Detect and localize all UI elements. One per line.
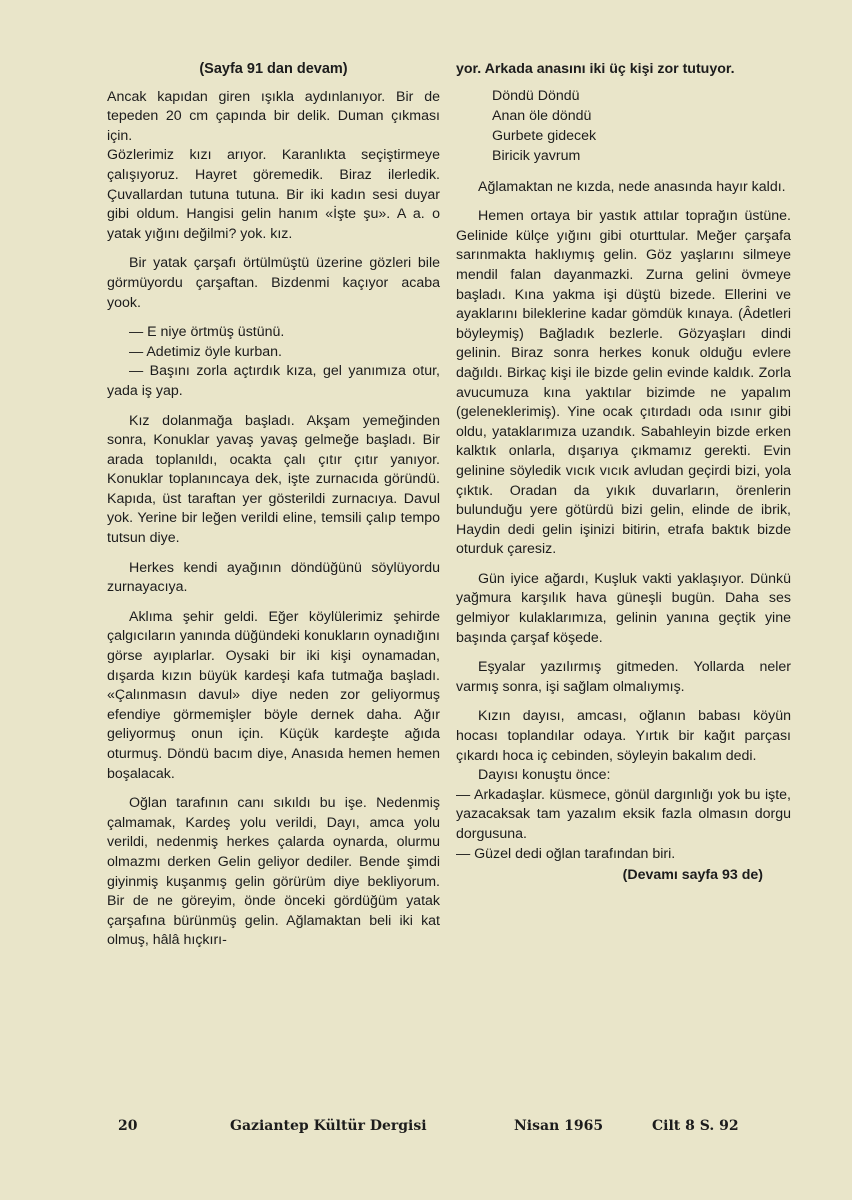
continued-on-label: (Devamı sayfa 93 de): [622, 867, 763, 884]
paragraph: Kızın dayısı, amcası, oğlanın babası köyün hocası toplandılar odaya. Yırtık bir kağıt parçası çıkardı hoca iç cebinden, söyleyin bakalım dedi.: [456, 708, 791, 764]
dialogue-line: — Arkadaşlar. küsmece, gönül dargınlığı yok bu işte, yazacaksak tam yazalım eksik fazla olmasın dorgu dorgusuna.: [456, 786, 791, 842]
continued-from-label: (Sayfa 91 dan devam): [199, 61, 348, 77]
paragraph: Oğlan tarafının canı sıkıldı bu işe. Nedenmiş çalmamak, Kardeş yolu verildi, Dayı, amca yolu verildi, nedenmiş herkes çalarda oynarda, olurmu olmazmı derken Gelin geliyor dediler. Bende şimdi giyinmiş kuşanmış gelin görürüm diye bekliyorum. Bir de ne göreyim, önde önceki gördüğüm yatak çarşafına bürünmüş gelin. Ağlamaktan beli iki kat olmuş, hâlâ hıçkırı-: [107, 795, 440, 949]
page-number: 20: [118, 1118, 138, 1134]
dialogue-line: Dayısı konuştu önce:: [478, 767, 611, 784]
paragraph: Ancak kapıdan giren ışıkla aydınlanıyor. Bir de tepeden 20 cm çapında bir delik. Duman çıkması için.: [107, 88, 440, 144]
right-column: [456, 60, 791, 886]
journal-title: Gaziantep Kültür Dergisi: [230, 1118, 427, 1134]
paragraph: Herkes kendi ayağının döndüğünü söylüyordu zurnayacıya.: [107, 559, 440, 596]
paragraph: Kız dolanmağa başladı. Akşam yemeğinden sonra, Konuklar yavaş yavaş gelmeğe başladı. Bir arada toplanıldı, ocakta çalı çıtır çıtır yanıyor. Konuklar toplanıncaya dek, işte zurnacıda göründü. Kapıda, üst taraftan yer gösterildi zurnacıya. Davul yok. Yerine bir leğen verildi eline, temsili çalıp tempo tutsun diye.: [107, 412, 440, 547]
volume-issue: Cilt 8 S. 92: [652, 1118, 739, 1134]
paragraph: Hemen ortaya bir yastık attılar toprağın üstüne. Gelinide külçe yığını gibi oturttular. Meğer çarşafa sarınmakta haklıymış gelin. Göz yaşlarını silmeye mendil falan dayanmazki. Zurna gelini övmeye başladı. Kına yakma işi düştü bizede. Ellerini ve ayaklarını bileklerine kadar gömdük kınaya. (Âdetleri böyleymiş) Bağladık bezlerle. Gözyaşları dindi gelinin. Biraz sonra herkes konuk olduğu evlere dağıldı. Birkaç kişi ile bizde gelin evinde kaldık. Zorla avucumuza kına yaktılar bizimde ne yapalım (geleneklerimiş). Yine ocak çıtırdadı oda ısınır gibi oldu, yataklarımıza uzandık. Sabahleyin bizde erken kalktık onlarla, dışarıya çıkmamız gerekti. Evin gelinine söyledik vıcık vıcık avludan geçirdi bizi, yola çıktık. Oradan da yıkık duvarların, örenlerin bulunduğu yere götürdü bizi gelin, elinde de ibrik, Haydin dedi gelin işinizi bitirin, etrafa baktık bizde oturduk çaresiz.: [456, 208, 791, 558]
paragraph: Ağlamaktan ne kızda, nede anasında hayır kaldı.: [478, 178, 786, 195]
poem-line: Biricik yavrum: [492, 147, 581, 164]
dialogue-line: — E niye örtmüş üstünü.: [129, 324, 285, 341]
poem-line: Anan öle döndü: [492, 107, 592, 124]
poem-line: Döndü Döndü: [492, 87, 580, 104]
paragraph: Aklıma şehir geldi. Eğer köylülerimiz şehirde çalgıcıların yanında düğündeki konukların oynadığını görse ayıplarlar. Oysaki bir iki kişi oynamadan, dışarda kızın büyük kardeşi kafa tutmağa başladı. «Çalınmasın davul» diye neden zor geliyormuş efendiye görmemişler böyle dernek daha. Ağır geliyormuş onun için. Küçük kardeşte ağıda oturmuş. Döndü bacım diye, Anasıda hemen hemen boşalacak.: [107, 608, 440, 782]
paragraph-continuation: yor. Arkada anasını iki üç kişi zor tutuyor.: [456, 61, 735, 77]
paragraph: Gün iyice ağardı, Kuşluk vakti yaklaşıyor. Dünkü yağmura karşılık hava güneşli bugün. Daha ses gelmiyor kulaklarımıza, gelinin yanına geçtik yine başında çarşaf köşede.: [456, 570, 791, 646]
poem-line: Gurbete gidecek: [492, 127, 597, 144]
paragraph: Bir yatak çarşafı örtülmüştü üzerine gözleri bile görmüyordu çarşaftan. Bizdenmi kaçıyor acaba yook.: [107, 255, 440, 311]
dialogue-line: — Başını zorla açtırdık kıza, gel yanımıza otur, yada iş yap.: [107, 363, 440, 399]
issue-date: Nisan 1965: [514, 1118, 604, 1134]
dialogue-line: — Adetimiz öyle kurban.: [129, 343, 282, 360]
dialogue-line: — Güzel dedi oğlan tarafından biri.: [456, 845, 676, 862]
left-column: [107, 60, 440, 961]
folk-song: [492, 86, 791, 166]
paragraph: Gözlerimiz kızı arıyor. Karanlıkta seçiştirmeye çalışıyoruz. Hayret göremedik. Biraz ilerledik. Çuvallardan tutuna tutuna. Bir iki kadın sesi duyar gibi oldum. Hangisi gelin hanım «İşte şu». A a. o yatak yığını değilmi? yok. kız.: [107, 147, 440, 242]
paragraph: Eşyalar yazılırmış gitmeden. Yollarda neler varmış sonra, işi sağlam olmalıymış.: [456, 659, 791, 695]
